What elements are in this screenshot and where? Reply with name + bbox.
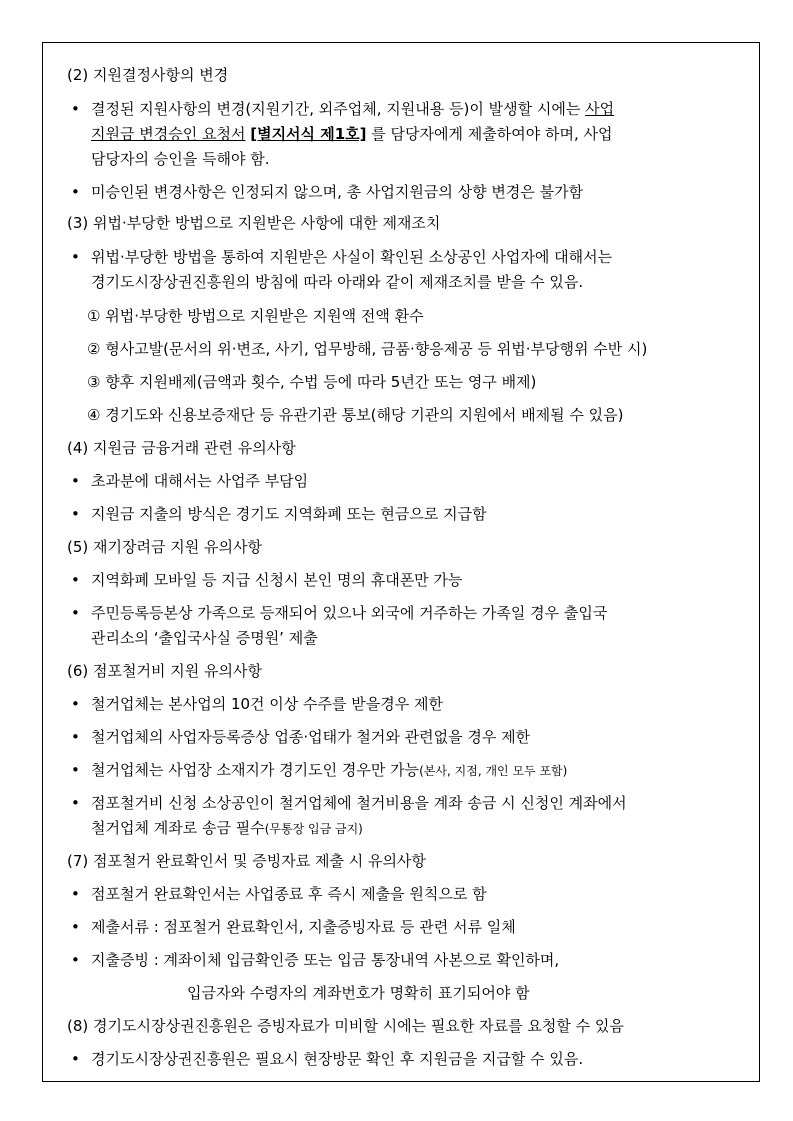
sec2-bullet1-line3: 담당자의 승인을 득해야 함. [91, 150, 270, 168]
bullet-marker: • [71, 100, 80, 118]
section-6-heading: (6) 점포철거비 지원 유의사항 [67, 662, 262, 680]
bullet-marker: • [71, 885, 80, 903]
bullet-marker: • [71, 1050, 80, 1068]
section-7-heading: (7) 점포철거 완료확인서 및 증빙자료 제출 시 유의사항 [67, 852, 426, 870]
bullet-marker: • [71, 183, 80, 201]
section-2-heading: (2) 지원결정사항의 변경 [67, 66, 229, 84]
sec6-bullet4-line1: 점포철거비 신청 소상공인이 철거업체에 철거비용을 계좌 송금 시 신청인 계좌에서 [91, 794, 627, 812]
sec3-item-3: ③ 향후 지원배제(금액과 횟수, 수법 등에 따라 5년간 또는 영구 배제) [87, 373, 537, 391]
sec7-bullet1: 점포철거 완료확인서는 사업종료 후 즉시 제출을 원칙으로 함 [91, 885, 487, 903]
bullet-marker: • [71, 472, 80, 490]
sec7-bullet2: 제출서류 : 점포철거 완료확인서, 지출증빙자료 등 관련 서류 일체 [91, 918, 516, 936]
sec5-bullet1: 지역화폐 모바일 등 지급 신청시 본인 명의 휴대폰만 가능 [91, 571, 463, 589]
section-8-heading: (8) 경기도시장상권진흥원은 증빙자료가 미비할 시에는 필요한 자료를 요청할 수 있음 [67, 1017, 624, 1035]
bullet-marker: • [71, 918, 80, 936]
bullet-marker: • [71, 951, 80, 969]
sec7-bullet3-line1: 지출증빙 : 계좌이체 입금확인증 또는 입금 통장내역 사본으로 확인하며, [91, 951, 560, 969]
section-4-heading: (4) 지원금 금융거래 관련 유의사항 [67, 439, 296, 457]
section-5-heading: (5) 재기장려금 지원 유의사항 [67, 538, 262, 556]
sec5-bullet2-line2: 관리소의 ‘출입국사실 증명원’ 제출 [91, 629, 318, 647]
bullet-marker: • [71, 571, 80, 589]
sec2-bullet2: 미승인된 변경사항은 인정되지 않으며, 총 사업지원금의 상향 변경은 불가함 [91, 183, 584, 201]
sec4-bullet1: 초과분에 대해서는 사업주 부담임 [91, 472, 309, 490]
sec2-bullet1-line2: 지원금 변경승인 요청서 [별지서식 제1호] 를 담당자에게 제출하여야 하며, 사업 [91, 125, 613, 143]
sec3-item-4: ④ 경기도와 신용보증재단 등 유관기관 통보(해당 기관의 지원에서 배제될 수 있음) [87, 406, 624, 424]
sec6-bullet4-line2: 철거업체 계좌로 송금 필수(무통장 입금 금지) [91, 819, 363, 837]
sec2-bullet1-line1: 결정된 지원사항의 변경(지원기간, 외주업체, 지원내용 등)이 발생할 시에는 사업 [91, 100, 615, 118]
bullet-marker: • [71, 728, 80, 746]
bullet-marker: • [71, 505, 80, 523]
sec7-bullet3-line2: 입금자와 수령자의 계좌번호가 명확히 표기되어야 함 [187, 984, 530, 1002]
bullet-marker: • [71, 604, 80, 622]
bullet-marker: • [71, 761, 80, 779]
sec3-item-2: ② 형사고발(문서의 위·변조, 사기, 업무방해, 금품·향응제공 등 위법·부당행위 수반 시) [87, 340, 648, 358]
sec8-bullet1: 경기도시장상권진흥원은 필요시 현장방문 확인 후 지원금을 지급할 수 있음. [91, 1050, 584, 1068]
bullet-marker: • [71, 248, 80, 266]
section-3-heading: (3) 위법·부당한 방법으로 지원받은 사항에 대한 제재조치 [67, 214, 441, 232]
sec3-bullet1-line1: 위법·부당한 방법을 통하여 지원받은 사실이 확인된 소상공인 사업자에 대해서는 [91, 248, 613, 266]
sec3-item-1: ① 위법·부당한 방법으로 지원받은 지원액 전액 환수 [87, 307, 424, 325]
sec6-bullet1: 철거업체는 본사업의 10건 이상 수주를 받을경우 제한 [91, 695, 443, 713]
bullet-marker: • [71, 695, 80, 713]
sec6-bullet2: 철거업체의 사업자등록증상 업종·업태가 철거와 관련없을 경우 제한 [91, 728, 531, 746]
document-frame [42, 42, 760, 1082]
sec4-bullet2: 지원금 지출의 방식은 경기도 지역화폐 또는 현금으로 지급함 [91, 505, 487, 523]
sec6-bullet3: 철거업체는 사업장 소재지가 경기도인 경우만 가능(본사, 지점, 개인 모두 포함) [91, 761, 568, 779]
sec3-bullet1-line2: 경기도시장상권진흥원의 방침에 따라 아래와 같이 제재조치를 받을 수 있음. [91, 273, 584, 291]
sec5-bullet2-line1: 주민등록등본상 가족으로 등재되어 있으나 외국에 거주하는 가족일 경우 출입국 [91, 604, 608, 622]
bullet-marker: • [71, 794, 80, 812]
